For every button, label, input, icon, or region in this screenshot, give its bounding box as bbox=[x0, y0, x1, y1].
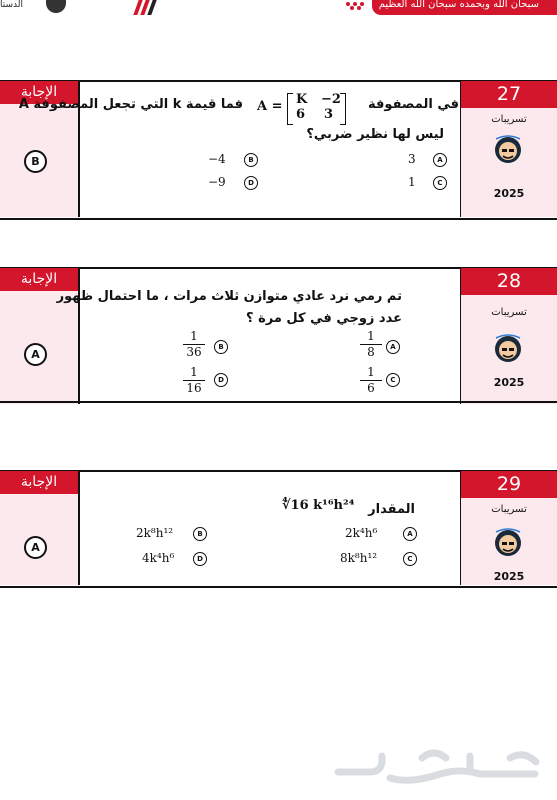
answer-label: الإجابة bbox=[0, 268, 78, 291]
question-number: 28 bbox=[461, 268, 557, 295]
question-text-line2: عدد زوجي في كل مرة ؟ bbox=[246, 311, 402, 326]
radical-expression: ∜16 k¹⁶h²⁴ bbox=[282, 498, 355, 513]
top-red-banner: سبحان الله وبحمده سبحان الله العظيم bbox=[372, 0, 557, 15]
option-value: 3 bbox=[408, 152, 416, 166]
mascot-icon bbox=[493, 133, 523, 165]
year-label: 2025 bbox=[493, 376, 525, 389]
numerator: 1 bbox=[367, 365, 375, 379]
denominator: 6 bbox=[367, 381, 375, 395]
option-letter: B bbox=[244, 153, 258, 167]
option-letter: B bbox=[193, 527, 207, 541]
question-card-29 bbox=[0, 470, 557, 586]
option-letter: A bbox=[433, 153, 447, 167]
answer-label: الإجابة bbox=[0, 471, 78, 494]
option-value: −4 bbox=[208, 152, 226, 166]
question-text-line2: ليس لها نظير ضربي؟ bbox=[306, 127, 444, 142]
matrix-cell: 3 bbox=[324, 107, 334, 122]
option-D bbox=[200, 176, 260, 190]
answer-label: الإجابة bbox=[0, 81, 78, 104]
option-A-fraction bbox=[356, 329, 386, 360]
brand-logo-icon bbox=[46, 0, 66, 13]
year-label: 2025 bbox=[493, 187, 525, 200]
option-C bbox=[330, 552, 420, 566]
option-letter: A bbox=[386, 340, 400, 354]
question-text-line1: تم رمي نرد عادي متوازن ثلاث مرات ، ما احتمال ظهور bbox=[56, 289, 402, 304]
numerator: 1 bbox=[190, 365, 198, 379]
mascot-icon bbox=[493, 332, 523, 364]
option-B-fraction bbox=[179, 329, 209, 360]
option-B bbox=[200, 153, 260, 167]
category-label: تسريبات bbox=[491, 114, 527, 125]
option-C bbox=[386, 373, 402, 387]
option-C-fraction bbox=[356, 365, 386, 396]
denominator: 16 bbox=[186, 381, 202, 395]
question-text-part-a: في المصفوفة bbox=[368, 97, 459, 112]
top-left-brand-text: الدستا bbox=[0, 0, 23, 10]
category-label: تسريبات bbox=[491, 504, 527, 515]
option-D bbox=[130, 552, 210, 566]
option-B bbox=[214, 340, 230, 354]
answer-column bbox=[0, 471, 78, 585]
option-letter: C bbox=[386, 373, 400, 387]
option-letter: D bbox=[214, 373, 228, 387]
option-letter: D bbox=[193, 552, 207, 566]
watermark-text: حراج bbox=[438, 790, 441, 791]
denominator: 36 bbox=[186, 345, 202, 359]
answer-badge: A bbox=[24, 536, 47, 559]
option-letter: D bbox=[244, 176, 258, 190]
haraj-watermark-icon bbox=[330, 748, 546, 792]
question-card-28 bbox=[0, 267, 557, 405]
numerator: 1 bbox=[367, 329, 375, 343]
option-D-fraction bbox=[179, 365, 209, 396]
top-line-text bbox=[72, 0, 128, 11]
question-text-line1: المقدار bbox=[368, 502, 415, 517]
matrix-cell: K bbox=[296, 92, 308, 107]
answer-badge: B bbox=[24, 150, 47, 173]
question-number: 29 bbox=[461, 471, 557, 498]
matrix bbox=[257, 93, 377, 125]
option-value: 1 bbox=[408, 175, 416, 189]
option-A bbox=[386, 340, 402, 354]
option-value: −9 bbox=[208, 175, 226, 189]
question-number: 27 bbox=[461, 81, 557, 108]
dots-icon bbox=[344, 0, 366, 10]
matrix-cell: 6 bbox=[296, 107, 306, 122]
option-A bbox=[400, 153, 450, 167]
question-number-column bbox=[460, 268, 557, 404]
option-letter: C bbox=[403, 552, 417, 566]
option-value: 8k⁸h¹² bbox=[340, 551, 378, 565]
denominator: 8 bbox=[367, 345, 375, 359]
top-banner bbox=[0, 0, 557, 18]
matrix-var: A = bbox=[257, 99, 283, 114]
option-letter: B bbox=[214, 340, 228, 354]
option-A bbox=[330, 527, 420, 541]
matrix-cell: −2 bbox=[321, 92, 341, 107]
option-C bbox=[400, 176, 450, 190]
mascot-icon bbox=[493, 526, 523, 558]
option-value: 2k⁸h¹² bbox=[136, 526, 174, 540]
option-B bbox=[130, 527, 210, 541]
question-text-part-b: فما قيمة k التي تجعل المصفوفة A bbox=[18, 97, 243, 112]
answer-badge: A bbox=[24, 343, 47, 366]
numerator: 1 bbox=[190, 329, 198, 343]
option-D bbox=[214, 373, 230, 387]
option-value: 4k⁴h⁶ bbox=[142, 551, 175, 565]
option-letter: C bbox=[433, 176, 447, 190]
question-number-column bbox=[460, 81, 557, 217]
year-label: 2025 bbox=[493, 570, 525, 583]
option-letter: A bbox=[403, 527, 417, 541]
question-card-27 bbox=[0, 80, 557, 218]
option-value: 2k⁴h⁶ bbox=[345, 526, 378, 540]
question-number-column bbox=[460, 471, 557, 585]
category-label: تسريبات bbox=[491, 307, 527, 318]
